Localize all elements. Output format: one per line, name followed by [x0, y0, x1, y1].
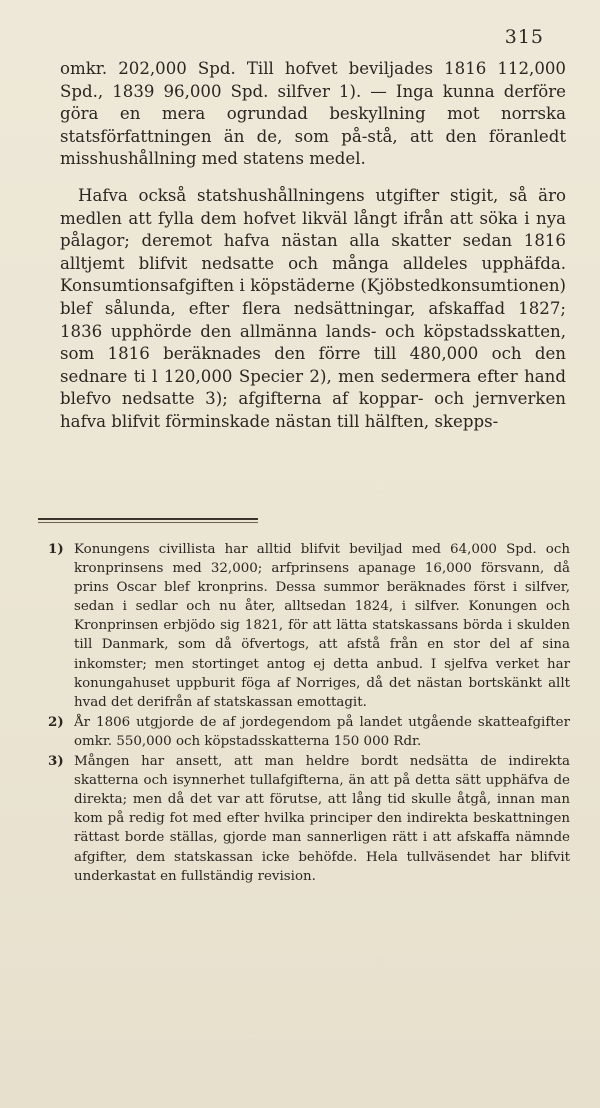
body-paragraph: Hafva också statshushållningens utgifter stigit, så äro medlen att fylla dem hofvet likväl långt ifrån att söka i nya pålagor; deremot hafva nästan alla skatter sedan 1816 alltjemt blifvit nedsatte och många alldeles upphäfda. Konsumtionsafgiften i köpstäderne (Kjöbstedkonsumtionen) blef sålunda, efter flera nedsättningar, afskaffad 1827; 1836 upphörde den allmänna lands- och köpstadsskatten, som 1816 beräknades den förre till 480,000 och den sednare ti l 120,000 Specier 2), men sedermera efter hand blefvo nedsatte 3); afgifterna af koppar- och jernverken hafva blifvit förminskade nästan till hälften, skepps-: [60, 185, 566, 431]
body-text: [60, 58, 566, 434]
body-paragraph: omkr. 202,000 Spd. Till hofvet beviljades 1816 112,000 Spd., 1839 96,000 Spd. silfver 1). — Inga kunna derföre göra en mera ogrundad beskyllning mot norrska statsförfattningen än de, som på-stå, att den föranledt misshushållning med statens medel.: [60, 59, 566, 169]
footnote-marker: 1): [48, 541, 64, 557]
footnote-marker: 2): [48, 713, 64, 730]
footnote-text: Konungens civillista har alltid blifvit beviljad med 64,000 Spd. och kronprinsens med 32,000; arfprinsens apanage 16,000 försvann, då prins Oscar blef kronprins. Dessa summor beräknades först i silfver, sedan i sedlar och nu åter, alltsedan 1824, i silfver. Konungen och Kronprinsen erbjödo sig 1821, för att lätta statskassans börda i skulden till Danmark, som då öfvertogs, att afstå från en stor del af sina inkomster; men stortinget antog ej detta anbud. I sjelfva verket har konungahuset uppburit föga af Norriges, då det nästan bortskänkt allt hvad det derifrån af statskassan emottagit.: [74, 542, 570, 710]
footnote-text: År 1806 utgjorde de af jordegendom på landet utgående skatteafgifter omkr. 550,000 och köpstadsskatterna 150 000 Rdr.: [74, 714, 570, 749]
footnote: [48, 540, 570, 712]
footnote-text: Mången har ansett, att man heldre bordt nedsätta de indirekta skatterna och isynnerhet tullafgifterna, än att på detta sätt upphäfva de direkta; men då det var att förutse, att lång tid skulle åtgå, innan man kom på redig fot med efter hvilka principer den indirekta beskattningen rättast borde ställas, gjorde man sannerligen rätt i att afskaffa nämnde afgifter, dem statskassan icke behöfde. Hela tullväsendet har blifvit underkastat en fullständig revision.: [74, 754, 570, 884]
footnote: [48, 713, 570, 751]
footnote: [48, 752, 570, 886]
page-number: 315: [504, 26, 544, 48]
footnote-divider: [38, 518, 258, 520]
footnotes: [48, 540, 570, 887]
footnote-marker: 3): [48, 753, 64, 770]
